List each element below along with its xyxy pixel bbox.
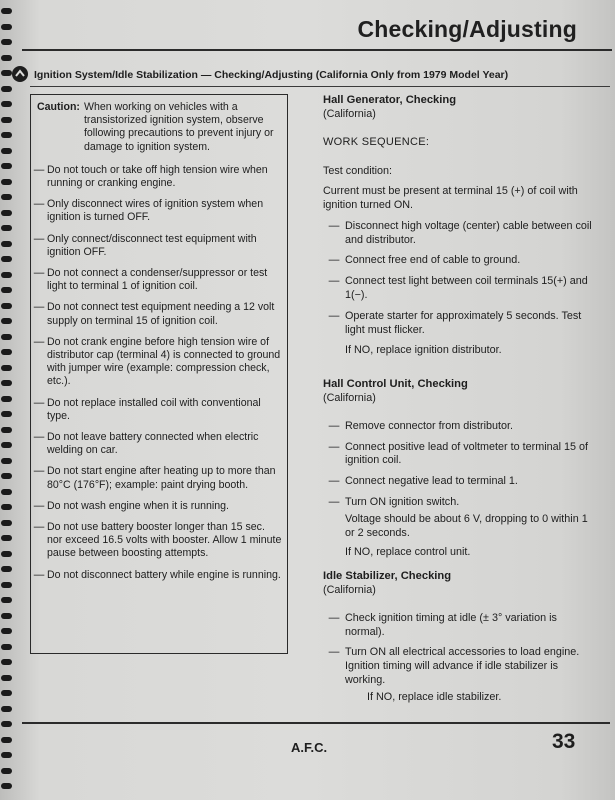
hall-control-title: Hall Control Unit, Checking	[323, 378, 468, 391]
page-number: 33	[552, 730, 576, 753]
dash-marker: —	[328, 475, 340, 488]
binding-ring	[1, 504, 12, 510]
binding-ring	[1, 737, 12, 743]
if-no-note: If NO, replace ignition distributor.	[345, 344, 502, 357]
dash-marker: —	[33, 499, 45, 512]
step-text: Connect test light between coil terminals 15(+) and 1(−).	[345, 275, 588, 301]
precaution-text: Only disconnect wires of ignition system when ignition is turned OFF.	[47, 198, 264, 224]
binding-ring	[1, 349, 12, 355]
precaution-item	[31, 267, 283, 293]
procedure-step	[323, 646, 598, 687]
precaution-item	[31, 198, 283, 224]
dash-marker: —	[328, 440, 340, 453]
precaution-text: Do not wash engine when it is running.	[47, 499, 229, 512]
precaution-text: Do not touch or take off high tension wire when running or cranking engine.	[47, 163, 268, 190]
binding-ring	[1, 132, 12, 138]
dash-marker: —	[328, 611, 340, 624]
voltage-note: Voltage should be about 6 V, dropping to 0 within 1 or 2 seconds.	[345, 512, 588, 539]
binding-ring	[1, 582, 12, 588]
precaution-text: Do not connect test equipment needing a 12 volt supply on terminal 15 of ignition coil.	[47, 301, 275, 327]
procedure-step	[323, 310, 598, 338]
binding-ring	[1, 287, 12, 293]
dash-marker: —	[33, 232, 45, 245]
dash-marker: —	[33, 267, 45, 280]
dash-marker: —	[328, 309, 340, 322]
caution-text: When working on vehicles with a transistorized ignition system, observe following precautions to prevent injury or damage to ignition system.	[83, 101, 274, 153]
precautions-box	[30, 94, 288, 654]
footer-divider	[22, 722, 610, 724]
precaution-item	[31, 431, 283, 457]
dash-marker: —	[33, 301, 45, 314]
precaution-item	[31, 397, 283, 423]
precaution-item	[31, 336, 283, 389]
binding-ring	[1, 8, 12, 14]
binding-ring	[1, 613, 12, 619]
binding-ring	[1, 566, 12, 572]
precaution-text: Do not use battery booster longer than 15 sec. nor exceed 16.5 volts with booster. Allow 1 minute pause between boosting attempts.	[47, 521, 282, 560]
dash-marker: —	[328, 254, 340, 267]
binding-ring	[1, 675, 12, 681]
binding-ring	[1, 551, 12, 557]
step-text: Turn ON ignition switch.	[345, 495, 460, 508]
binding-ring	[1, 318, 12, 324]
binding-ring	[1, 706, 12, 712]
heading-divider	[30, 86, 610, 87]
dash-marker: —	[33, 396, 45, 409]
binding-ring	[1, 427, 12, 433]
binding-ring	[1, 163, 12, 169]
precaution-item	[31, 164, 283, 190]
binding-ring	[1, 39, 12, 45]
binding-ring	[1, 241, 12, 247]
dash-marker: —	[33, 335, 45, 348]
dash-marker: —	[328, 419, 340, 432]
precaution-item	[31, 233, 283, 259]
precaution-item	[31, 500, 283, 513]
binding-ring	[1, 148, 12, 154]
step-text: Remove connector from distributor.	[345, 419, 514, 432]
hall-control-note: (California)	[323, 391, 376, 404]
spacer	[323, 362, 598, 378]
page-title: Checking/Adjusting	[357, 16, 577, 42]
header-divider	[22, 49, 612, 51]
binding-ring	[1, 411, 12, 417]
procedure-step	[323, 220, 598, 248]
footer-brand: A.F.C.	[291, 740, 328, 755]
step-text: Connect free end of cable to ground.	[345, 254, 521, 267]
binding-ring	[1, 535, 12, 541]
current-note: Current must be present at terminal 15 (+) of coil with ignition turned ON.	[323, 185, 578, 211]
binding-ring	[1, 783, 12, 789]
binding-ring	[1, 210, 12, 216]
procedure-step	[323, 254, 598, 268]
precaution-text: Do not replace installed coil with conventional type.	[47, 396, 261, 422]
binding-ring	[1, 334, 12, 340]
dash-marker: —	[328, 275, 340, 288]
work-sequence-label: WORK SEQUENCE:	[323, 135, 430, 148]
idle-stabilizer-note: (California)	[323, 583, 376, 596]
binding-ring	[1, 396, 12, 402]
binding-ring	[1, 225, 12, 231]
precaution-text: Only connect/disconnect test equipment with ignition OFF.	[47, 232, 257, 258]
hall-generator-note: (California)	[323, 107, 376, 120]
caution-label: Caution:	[37, 101, 80, 113]
dash-marker: —	[328, 646, 340, 659]
idle-stabilizer-title: Idle Stabilizer, Checking	[323, 570, 452, 583]
section-heading: Ignition System/Idle Stabilization — Checking/Adjusting (California Only from 1979 Model Year)	[34, 69, 509, 81]
binding-ring	[1, 380, 12, 386]
precaution-text: Do not crank engine before high tension wire of distributor cap (terminal 4) is connected to ground with jumper wire (example: compression check, etc.).	[47, 335, 281, 388]
precaution-text: Do not leave battery connected when electric welding on car.	[47, 431, 259, 457]
binding-ring	[1, 272, 12, 278]
dash-marker: —	[33, 521, 45, 534]
procedure-step	[323, 496, 598, 510]
binding-ring	[1, 721, 12, 727]
precaution-item	[31, 569, 283, 582]
step-text: Connect negative lead to terminal 1.	[345, 475, 518, 488]
precaution-item	[31, 521, 283, 561]
dash-marker: —	[33, 465, 45, 478]
dash-marker: —	[33, 163, 45, 176]
dash-marker: —	[33, 568, 45, 581]
if-no-note: If NO, replace idle stabilizer.	[367, 690, 502, 703]
binding-ring	[1, 55, 12, 61]
step-text: Connect positive lead of voltmeter to terminal 15 of ignition coil.	[345, 440, 589, 467]
binding-ring	[1, 194, 12, 200]
spiral-binding	[0, 0, 16, 800]
binding-ring	[1, 597, 12, 603]
precaution-item	[31, 301, 283, 327]
precaution-text: Do not connect a condenser/suppressor or test light to terminal 1 of ignition coil.	[47, 267, 268, 293]
binding-ring	[1, 752, 12, 758]
binding-ring	[1, 489, 12, 495]
dash-marker: —	[33, 431, 45, 444]
binding-ring	[1, 473, 12, 479]
step-text: Check ignition timing at idle (± 3° variation is normal).	[345, 611, 557, 638]
step-text: Turn ON all electrical accessories to load engine. Ignition timing will advance if idle stabilizer is working.	[345, 646, 580, 686]
binding-ring	[1, 520, 12, 526]
caution-block	[37, 101, 283, 154]
hall-generator-title: Hall Generator, Checking	[323, 94, 457, 106]
arrow-icon	[10, 64, 30, 84]
dash-marker: —	[33, 198, 45, 211]
dash-marker: —	[328, 495, 340, 508]
procedure-step	[323, 275, 598, 303]
binding-ring	[1, 768, 12, 774]
binding-ring	[1, 24, 12, 30]
precaution-item	[31, 465, 283, 491]
procedure-step	[323, 612, 598, 640]
procedure-step	[323, 420, 598, 434]
step-text: Disconnect high voltage (center) cable between coil and distributor.	[345, 219, 592, 246]
binding-ring	[1, 458, 12, 464]
binding-ring	[1, 303, 12, 309]
binding-ring	[1, 644, 12, 650]
procedure-step	[323, 441, 598, 469]
binding-ring	[1, 179, 12, 185]
binding-ring	[1, 442, 12, 448]
binding-ring	[1, 86, 12, 92]
dash-marker: —	[328, 219, 340, 232]
procedures-column	[323, 94, 598, 709]
precaution-text: Do not disconnect battery while engine is running.	[47, 568, 281, 581]
test-condition-label: Test condition:	[323, 165, 393, 178]
binding-ring	[1, 101, 12, 107]
step-text: Operate starter for approximately 5 seconds. Test light must flicker.	[345, 309, 582, 336]
if-no-note: If NO, replace control unit.	[345, 546, 471, 559]
binding-ring	[1, 117, 12, 123]
binding-ring	[1, 256, 12, 262]
binding-ring	[1, 659, 12, 665]
binding-ring	[1, 690, 12, 696]
procedure-step	[323, 475, 598, 489]
binding-ring	[1, 628, 12, 634]
precaution-text: Do not start engine after heating up to more than 80°C (176°F); example: paint drying booth.	[47, 465, 276, 491]
binding-ring	[1, 365, 12, 371]
